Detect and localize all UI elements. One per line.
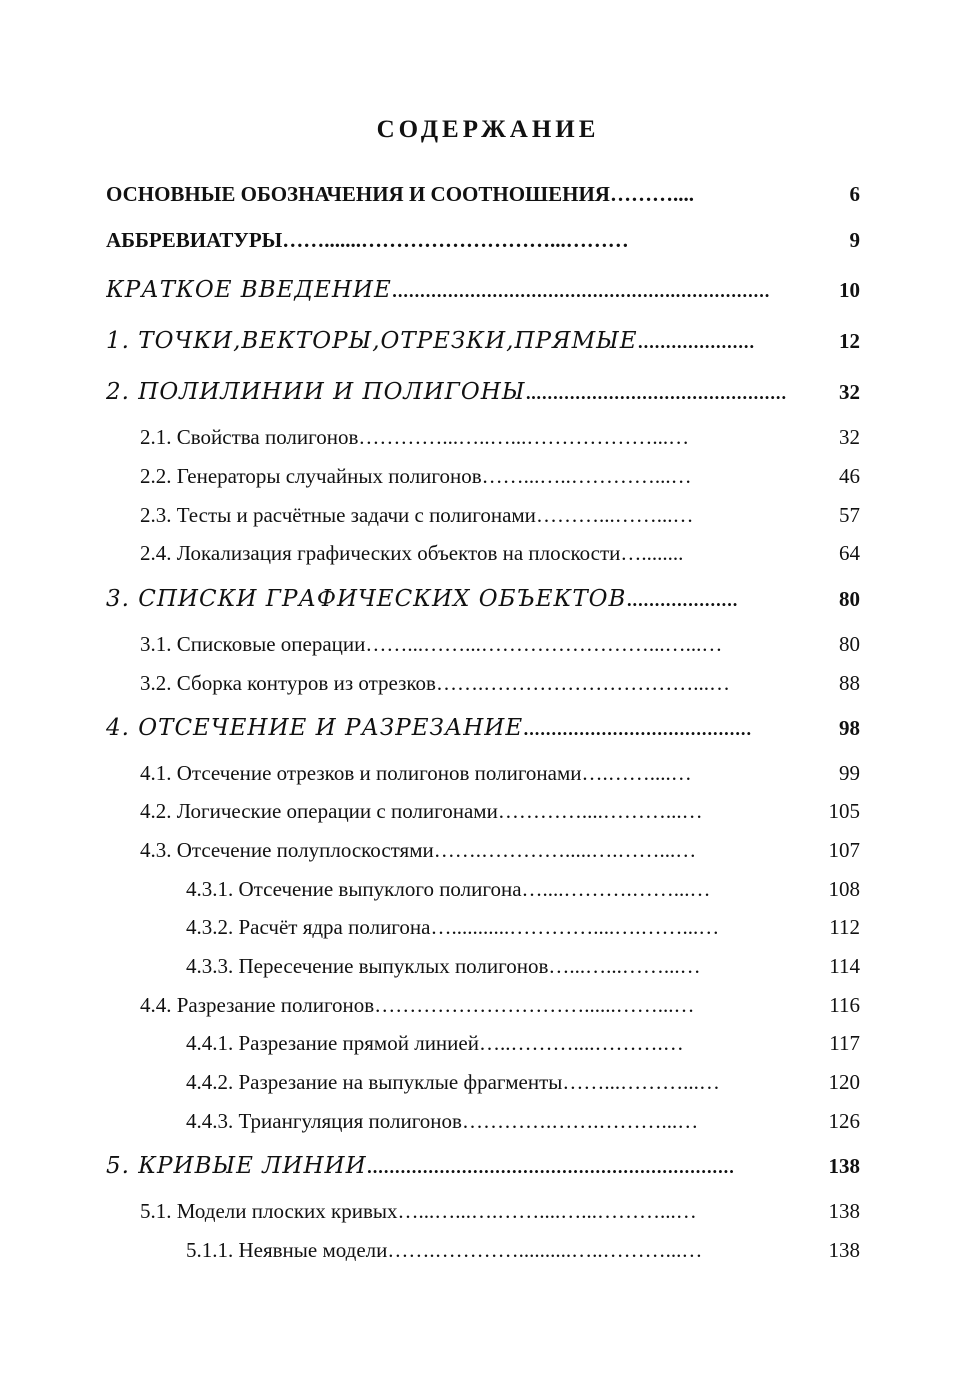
toc-leader-dots: ………….…….………...…	[461, 1109, 699, 1133]
toc-chapter[interactable]	[106, 585, 804, 613]
toc-subsection-text: 4.4.3. Триангуляция полигонов	[186, 1109, 462, 1133]
toc-subsection-text: 5.1.1. Неявные модели	[186, 1238, 388, 1262]
toc-page-number: 138	[828, 1238, 860, 1262]
toc-entry[interactable]	[106, 226, 804, 254]
toc-subsection[interactable]	[186, 875, 804, 903]
toc-subsection-text: 4.4.1. Разрезание прямой линией	[186, 1031, 479, 1055]
toc-leader-dots: …….…………………………...…	[435, 671, 730, 695]
toc-section-text: 3.1. Списковые операции	[140, 632, 366, 656]
toc-page-number: 80	[839, 632, 860, 656]
toc-leader-dots: ……...…..…………...…	[481, 464, 692, 488]
toc-section-text: 2.1. Свойства полигонов	[140, 425, 359, 449]
toc-page-number: 116	[829, 993, 860, 1017]
toc-section[interactable]	[140, 669, 804, 697]
toc-leader-dots: ….……....…	[581, 761, 692, 785]
toc-leader-dots: …............................................	[525, 384, 787, 403]
toc-section[interactable]	[140, 991, 804, 1019]
toc-page-number: 114	[829, 954, 860, 978]
toc-leader-dots: …….………….....….……...…	[433, 838, 697, 862]
toc-section-text: 2.4. Локализация графических объектов на плоскости	[140, 541, 621, 565]
toc-leader-dots: …...…...….……....…...………...…	[397, 1199, 697, 1223]
toc-subsection[interactable]	[186, 1029, 804, 1057]
toc-page-number: 98	[839, 716, 860, 740]
toc-page-number: 32	[839, 380, 860, 404]
toc-section-text: 2.2. Генераторы случайных полигонов	[140, 464, 482, 488]
toc-section-text: 4.4. Разрезание полигонов	[140, 993, 375, 1017]
toc-leader-dots: …….......………………………...………	[282, 228, 629, 252]
toc-subsection[interactable]	[186, 1236, 804, 1264]
toc-chapter[interactable]	[106, 327, 804, 355]
toc-section[interactable]	[140, 423, 804, 451]
toc-chapter[interactable]	[106, 1152, 804, 1180]
toc-chapter[interactable]	[106, 714, 804, 742]
toc-chapter-text: 2. ПОЛИЛИНИИ И ПОЛИГОНЫ	[106, 379, 526, 405]
toc-leader-dots: …….…………..........…..………...…	[387, 1238, 703, 1262]
toc-leader-dots: …..………....……….…	[478, 1031, 684, 1055]
toc-section[interactable]	[140, 462, 804, 490]
toc-page-number: 64	[839, 541, 860, 565]
toc-section-text: 4.2. Логические операции с полигонами	[140, 799, 498, 823]
toc-leader-dots: ………....	[609, 182, 694, 206]
toc-section-text: 2.3. Тесты и расчётные задачи с полигонами	[140, 503, 536, 527]
toc-page-number: 88	[839, 671, 860, 695]
toc-section[interactable]	[140, 759, 804, 787]
page-title: СОДЕРЖАНИЕ	[376, 116, 600, 143]
toc-subsection-text: 4.3.3. Пересечение выпуклых полигонов	[186, 954, 549, 978]
toc-section-text: 5.1. Модели плоских кривых	[140, 1199, 398, 1223]
toc-chapter-text: 1. ТОЧКИ,ВЕКТОРЫ,ОТРЕЗКИ,ПРЯМЫЕ	[106, 328, 638, 354]
toc-page-number: 10	[839, 278, 860, 302]
toc-page-number: 126	[828, 1109, 860, 1133]
toc-chapter-text: 4. ОТСЕЧЕНИЕ И РАЗРЕЗАНИЕ	[106, 715, 524, 741]
toc-entry-text: АББРЕВИАТУРЫ	[106, 228, 283, 252]
toc-leader-dots: ……...……...……………………...…...…	[365, 632, 723, 656]
toc-leader-dots: .........................................	[523, 720, 752, 739]
toc-leader-dots: …....……….……...…	[521, 877, 711, 901]
toc-page-number: 117	[829, 1031, 860, 1055]
toc-page-number: 138	[828, 1154, 860, 1178]
toc-subsection[interactable]	[186, 952, 804, 980]
toc-leader-dots: .....................	[637, 333, 755, 352]
toc-leader-dots: …………………………......……...…	[374, 993, 695, 1017]
toc-subsection-text: 4.3.1. Отсечение выпуклого полигона	[186, 877, 522, 901]
toc-page-number: 105	[828, 799, 860, 823]
toc-section[interactable]	[140, 501, 804, 529]
toc-leader-dots: ..................................................................	[366, 1158, 735, 1177]
toc-page-number: 9	[849, 228, 860, 252]
toc-leader-dots: ....................	[626, 591, 738, 610]
toc-leader-dots: …………....………...…	[497, 799, 703, 823]
toc-leader-dots: …...........…………....….……...…	[430, 915, 720, 939]
toc-section[interactable]	[140, 836, 804, 864]
toc-section-text: 4.3. Отсечение полуплоскостями	[140, 838, 434, 862]
toc-subsection-text: 4.4.2. Разрезание на выпуклые фрагменты	[186, 1070, 563, 1094]
toc-subsection-text: 4.3.2. Расчёт ядра полигона	[186, 915, 431, 939]
toc-entry[interactable]	[106, 180, 804, 208]
toc-chapter-text: 5. КРИВЫЕ ЛИНИИ	[106, 1153, 367, 1179]
toc-page-number: 120	[828, 1070, 860, 1094]
toc-chapter-text: КРАТКОЕ ВВЕДЕНИЕ	[106, 277, 392, 303]
toc-section-text: 4.1. Отсечение отрезков и полигонов полигонами	[140, 761, 582, 785]
toc-leader-dots: …...…...……...…	[548, 954, 701, 978]
toc-leader-dots: ………...……...…	[535, 503, 694, 527]
toc-page-number: 46	[839, 464, 860, 488]
toc-section[interactable]	[140, 1197, 804, 1225]
toc-subsection[interactable]	[186, 913, 804, 941]
toc-leader-dots: …………...…..…...………………...…	[358, 425, 690, 449]
toc-section-text: 3.2. Сборка контуров из отрезков	[140, 671, 436, 695]
toc-page-number: 99	[839, 761, 860, 785]
toc-page-number: 57	[839, 503, 860, 527]
toc-chapter-text: 3. СПИСКИ ГРАФИЧЕСКИХ ОБЪЕКТОВ	[106, 586, 627, 612]
toc-subsection[interactable]	[186, 1107, 804, 1135]
toc-leader-dots: .................................................…................	[391, 282, 770, 301]
toc-page-number: 138	[828, 1199, 860, 1223]
toc-page-number: 80	[839, 587, 860, 611]
toc-subsection[interactable]	[186, 1068, 804, 1096]
toc-page-number: 32	[839, 425, 860, 449]
toc-entry-text: ОСНОВНЫЕ ОБОЗНАЧЕНИЯ И СООТНОШЕНИЯ	[106, 182, 610, 206]
toc-page-number: 112	[829, 915, 860, 939]
toc-leader-dots: …........	[620, 541, 684, 565]
toc-page-number: 6	[849, 182, 860, 206]
toc-leader-dots: ……...………...…	[562, 1070, 720, 1094]
toc-chapter[interactable]	[106, 276, 804, 304]
toc-page-number: 108	[828, 877, 860, 901]
toc-section[interactable]	[140, 630, 804, 658]
toc-page-number: 12	[839, 329, 860, 353]
toc-chapter[interactable]	[106, 378, 804, 406]
toc-section[interactable]	[140, 539, 804, 567]
toc-page-number: 107	[828, 838, 860, 862]
toc-section[interactable]	[140, 797, 804, 825]
